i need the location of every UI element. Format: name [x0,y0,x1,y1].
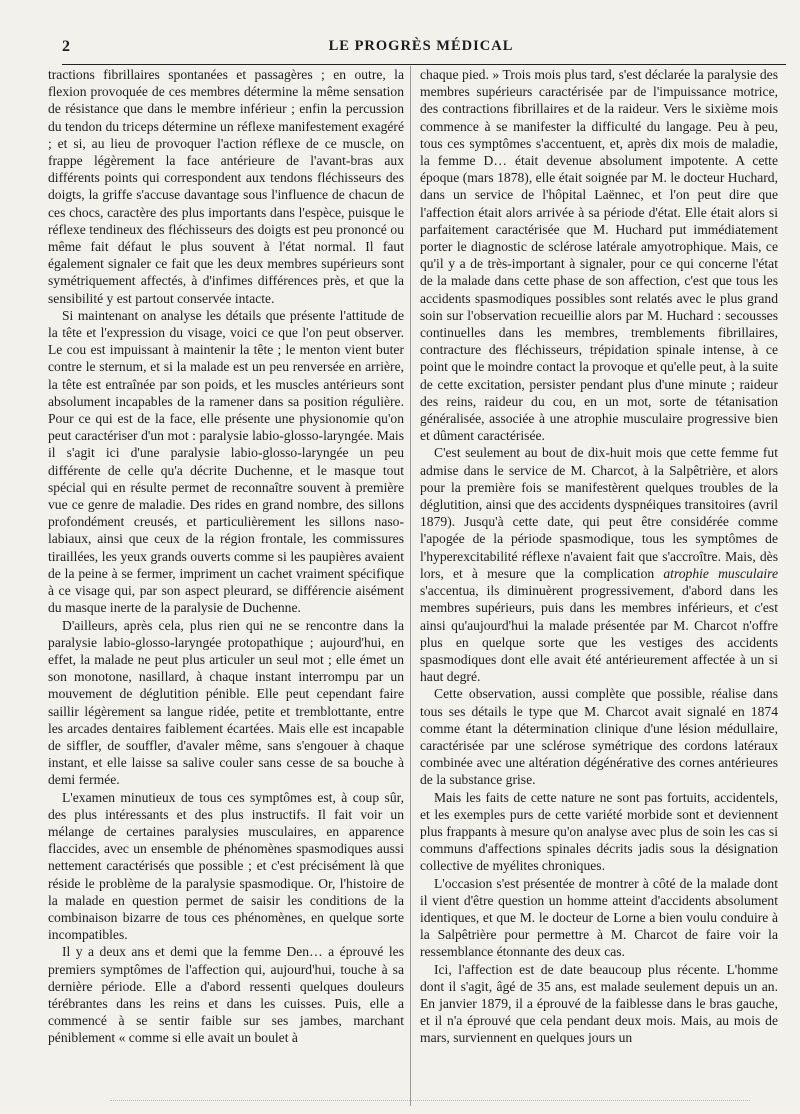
column-divider [410,66,411,1106]
left-paragraph-3: D'ailleurs, après cela, plus rien qui ne se rencontre dans la paralysie labio-glosso-laryngée protopathique ; aujourd'hui, en effet, la malade ne peut plus articuler un seul mot ; elle émet un son monotone, nasillard, à chaque instant interrompu par un mouvement de déglutition pénible. Elle peut cependant faire saillir légèrement sa langue ridée, petite et tremblottante, entre les arcades dentaires faiblement écartées. Mais elle est incapable de siffler, de souffler, d'avaler même, sans s'engouer à chaque instant, et elle laisse sa salive couler sans cesse de sa bouche à demi fermée. [48,617,404,788]
bottom-edge-mark [110,1100,750,1101]
right-column [420,66,778,1106]
left-paragraph-4: L'examen minutieux de tous ces symptômes est, à coup sûr, des plus intéressants et des plus instructifs. Il fait voir un mélange de certaines paralysies musculaires, en apparence flaccides, avec un ensemble de phénomènes spasmodiques aussi nettement caractérisés que possible ; et c'est précisément là que réside le problème de la paralysie spasmodique. Or, l'histoire de la malade en question permet de saisir les conditions de la combinaison bizarre de tous ces phénomènes, en quelque sorte incompatibles. [48,789,404,943]
left-paragraph-5: Il y a deux ans et demi que la femme Den… a éprouvé les premiers symptômes de l'affection qui, aujourd'hui, touche à sa dernière période. Elle a d'abord ressenti quelques douleurs térébrantes dans les reins et dans les cuisses. Puis, elle a commencé à se sentir faible sur ses jambes, marchant péniblement « comme si elle avait un boulet à [48,944,404,1046]
left-paragraph-2: Si maintenant on analyse les détails que présente l'attitude de la tête et l'expression du visage, voici ce que l'on peut observer. Le cou est impuissant à maintenir la tête ; le menton vient buter contre le sternum, et si la malade est un peu renversée en arrière, la tête est entraînée par son poids, et les muscles antérieurs sont absolument incapables de la ramener dans sa position régulière. Pour ce qui est de la face, elle présente une physionomie qu'on peut caractériser d'un mot : paralysie labio-glosso-laryngée. Mais il s'agit ici d'une paralysie labio-glosso-laryngée un peu différente de celle qu'a décrite Duchenne, et le masque tout spécial qui en résulte permet de reconnaître souvent à première vue ce genre de maladie. Des rides en grand nombre, des sillons profondément creusés, et particulièrement les sillons naso-labiaux, ainsi que ceux de la région frontale, les commissures tiraillées, les yeux grands ouverts comme si les paupières avaient de la peine à se fermer, impriment un cachet vraiment spécifique à ce visage qui, par son aspect pleurard, se différencie aisément du masque inerte de la paralysie de Duchenne. [48,307,404,616]
right-paragraph-2 [420,444,778,685]
right-paragraph-2-end: s'accentua, ils diminuèrent progressivement, d'abord dans les membres supérieurs, puis dans les membres inférieurs, et c'est ainsi qu'aujourd'hui la malade présentée par M. Charcot n'offre plus en quelque sorte que les vestiges des accidents spasmodiques dont elle avait été antérieurement affectée à un si haut degré. [420,583,778,685]
page-header [62,38,780,62]
right-paragraph-1: chaque pied. » Trois mois plus tard, s'est déclarée la paralysie des membres supérieurs caractérisée par de l'impuissance motrice, des contractions fibrillaires et de la raideur. Vers le sixième mois commence à se manifester la difficulté du langage. Peu à peu, tous ces symptômes s'accentuent, et, après dix mois de maladie, la femme D… était devenue absolument impotente. A cette époque (mars 1878), elle était soignée par M. le docteur Huchard, dans un service de l'hôpital Laënnec, et l'on peut dire que l'affection était alors arrivée à sa période d'état. Elle était alors si parfaitement caractérisée que M. Huchard put immédiatement porter le diagnostic de sclérose latérale amyotrophique. Mais, ce qu'il y a de très-important à signaler, pour ce qui concerne l'état de la malade dans cette phase de son affection, c'est que tous les accidents spasmodiques possibles sont relatés avec le plus grand soin sur l'observation recueillie alors par M. Huchard : secousses continuelles dans les membres, tremblements fibrillaires, contracture des fléchisseurs, trépidation spinale intense, à ce point que le moindre contact la provoque et qu'elle peut, à la suite de cette excitation, persister pendant plus d'une minute ; raideur des reins, raideur du cou, en un mot, sorte de tétanisation généralisée, associée à une atrophie musculaire progressive bien et dûment caractérisée. [420,67,778,444]
journal-title: LE PROGRÈS MÉDICAL [328,38,514,54]
right-paragraph-2-start: C'est seulement au bout de dix-huit mois que cette femme fut admise dans le service de M. Charcot, à la Salpêtrière, et alors pour la première fois se manifestèrent quelques troubles de la déglutition, ainsi que des accidents dyspnéiques transitoires (avril 1879). Jusqu'à cette date, qui peut être considérée comme l'apogée de la période spasmodique, tous les symptômes de l'hyperexcitabilité réflexe n'avaient fait que s'accroître. Mais, dès lors, et à mesure que la complication [420,445,778,581]
right-paragraph-6: Ici, l'affection est de date beaucoup plus récente. L'homme dont il s'agit, âgé de 35 ans, est malade seulement depuis un an. En janvier 1879, il a éprouvé de la faiblesse dans le bras gauche, et il n'a éprouvé que cela pendant deux mois. Mais, au mois de mars, surviennent en quelques jours un [420,961,778,1046]
page-number: 2 [62,38,70,55]
right-paragraph-5: L'occasion s'est présentée de montrer à côté de la malade dont il vient d'être question un homme atteint d'accidents absolument identiques, et que M. le docteur de Lorne a bien voulu conduire à la Salpêtrière pour permettre à M. Charcot de faire voir la ressemblance étonnante des deux cas. [420,875,778,960]
left-column [48,66,404,1106]
header-rule [62,64,786,65]
left-paragraph-1: tractions fibrillaires spontanées et passagères ; en outre, la flexion provoquée de ces membres détermine la même sensation de résistance que dans le membre inférieur ; enfin la percussion du tendon du triceps détermine un réflexe manifestement exagéré ; et si, au lieu de provoquer l'action réflexe de ce muscle, on frappe légèrement la face antérieure de l'avant-bras aux différents points qui correspondent aux tendons fléchisseurs des doigts, la griffe s'accuse davantage sous l'influence de chacun de ces chocs, caractère des plus importants dans l'espèce, puisque le réflexe tendineux des fléchisseurs des doigts est peu prononcé ou même fait défaut le plus souvent à l'état normal. Il faut également signaler ce fait que les deux membres supérieurs sont symétriquement affectés, à d'infimes différences près, et que la sensibilité y est partout conservée intacte. [48,67,404,306]
right-paragraph-3: Cette observation, aussi complète que possible, réalise dans tous ses détails le type que M. Charcot avait signalé en 1874 comme étant la détermination clinique d'une lésion médullaire, caractérisée par une sclérose symétrique des cordons latéraux combinée avec une altération dégénérative des cornes antérieures de la substance grise. [420,686,778,788]
italic-term: atrophie musculaire [663,565,778,581]
right-paragraph-4: Mais les faits de cette nature ne sont pas fortuits, accidentels, et les exemples purs de cette variété morbide sont et deviennent plus frappants à mesure qu'on analyse avec plus de soin les cas si communs d'affections spinales décrits jadis sous la désignation collective de myélites chroniques. [420,789,778,874]
